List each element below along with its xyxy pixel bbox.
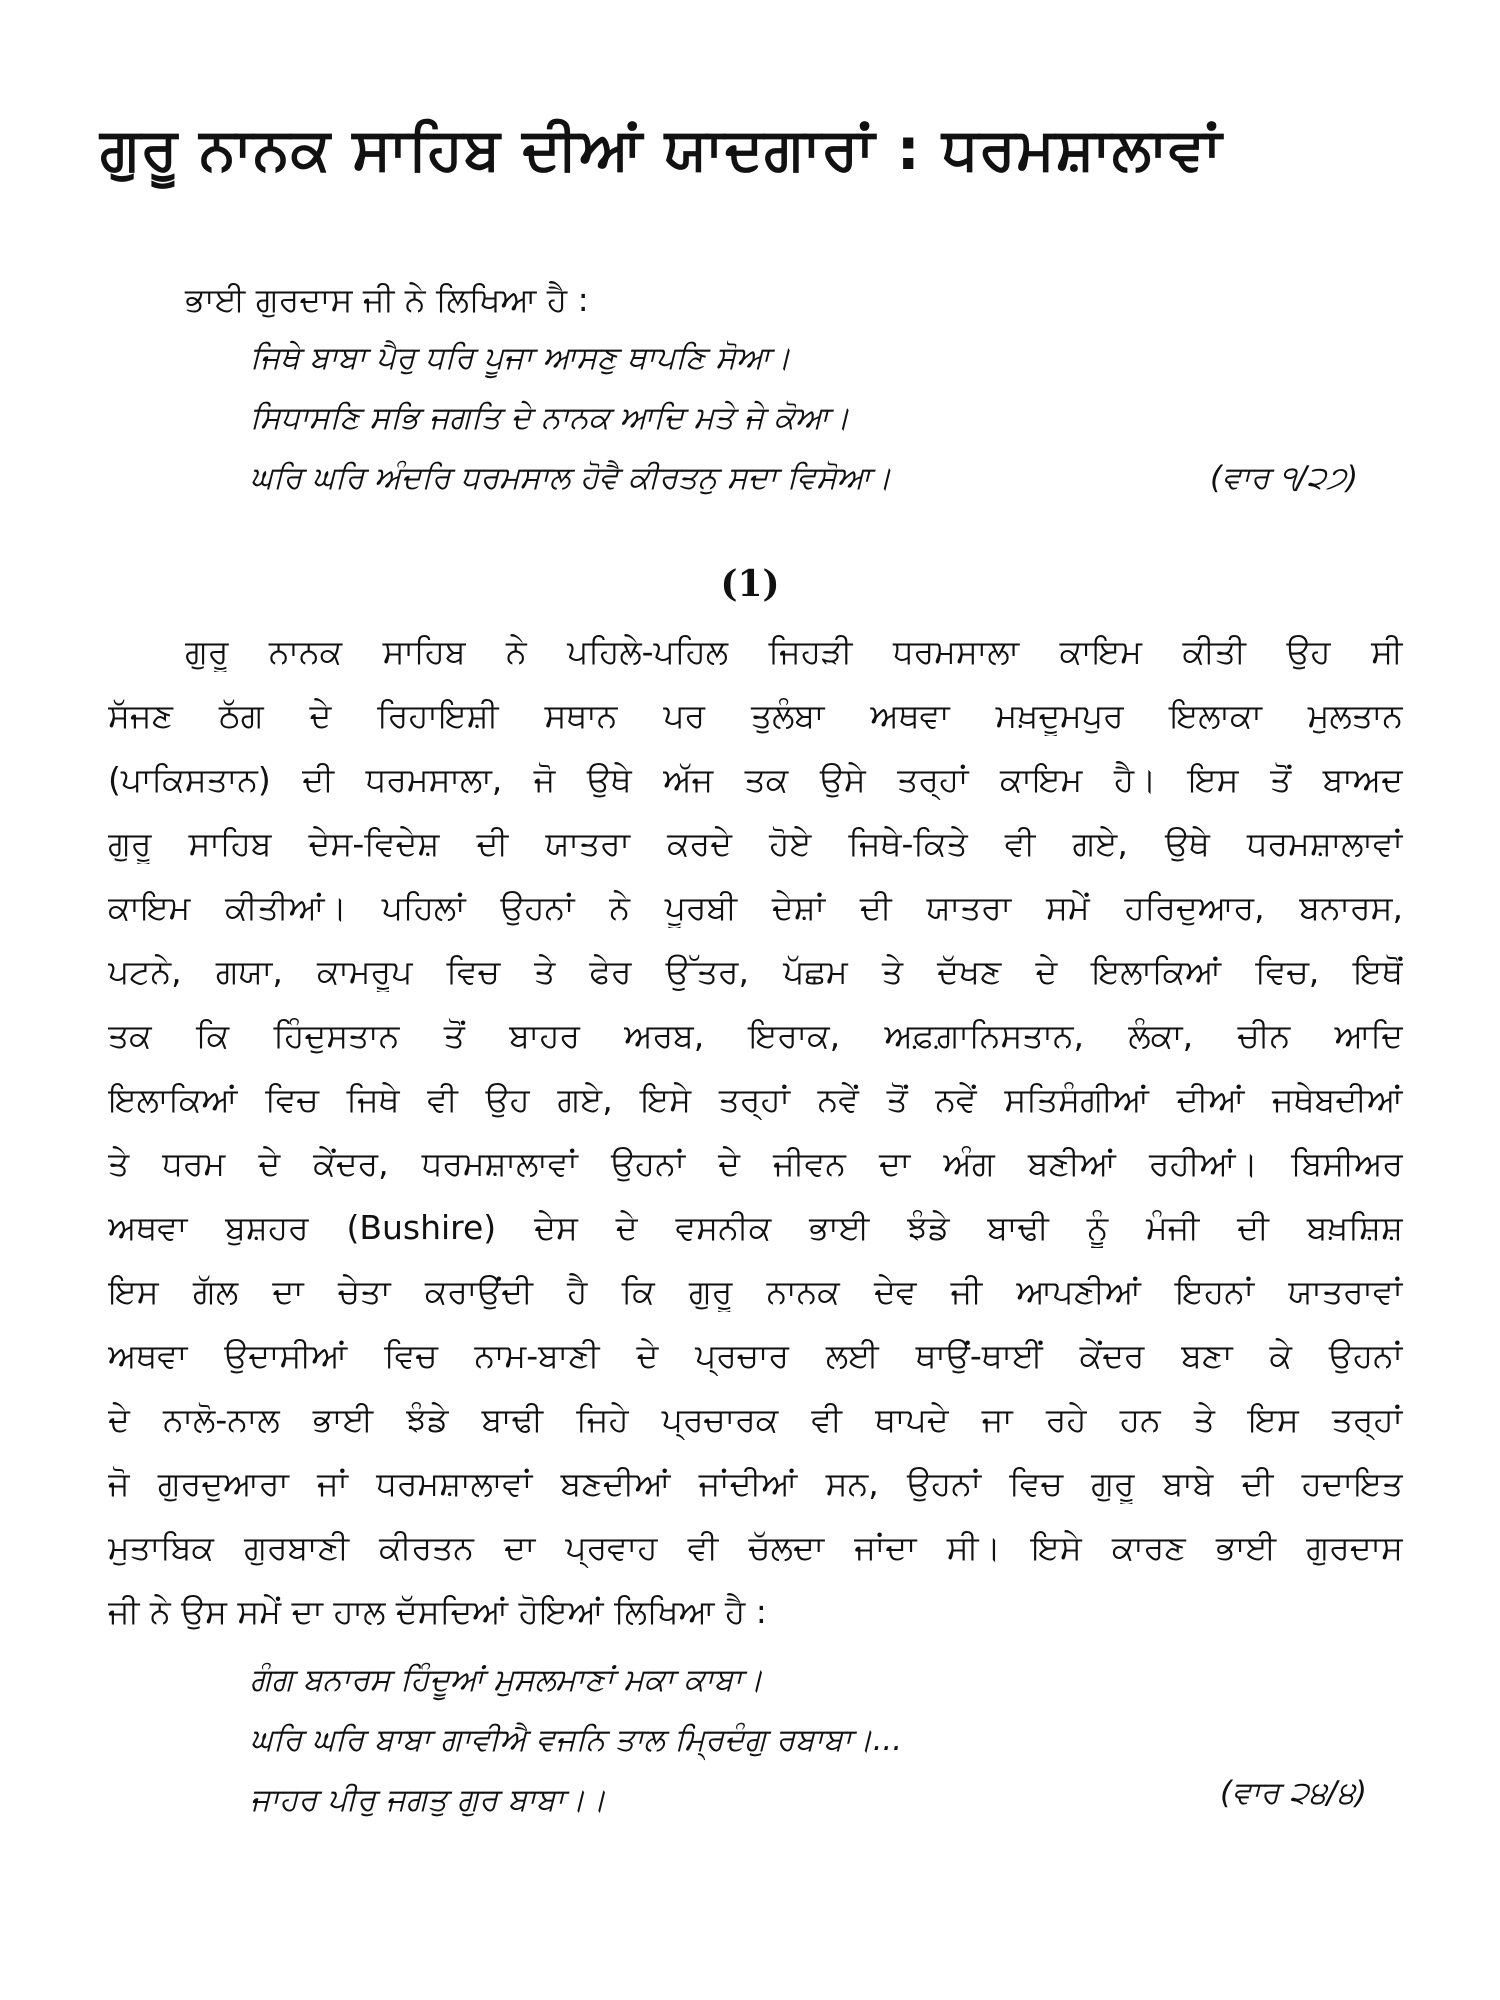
paragraph-line: ਤੇ ਧਰਮ ਦੇ ਕੇਂਦਰ, ਧਰਮਸ਼ਾਲਾਵਾਂ ਉਹਨਾਂ ਦੇ ਜੀਵਨ ਦਾ ਅੰਗ ਬਣੀਆਂ ਰਹੀਆਂ। ਬਿਸੀਅਰ (108, 1144, 1403, 1183)
paragraph-line: ਜੋ ਗੁਰਦੁਆਰਾ ਜਾਂ ਧਰਮਸ਼ਾਲਾਵਾਂ ਬਣਦੀਆਂ ਜਾਂਦੀਆਂ ਸਨ, ਉਹਨਾਂ ਵਿਚ ਗੁਰੂ ਬਾਬੇ ਦੀ ਹਦਾਇਤ (108, 1464, 1403, 1503)
paragraph-line: ਦੇ ਨਾਲੋ-ਨਾਲ ਭਾਈ ਝੰਡੇ ਬਾਢੀ ਜਿਹੇ ਪ੍ਰਚਾਰਕ ਵੀ ਥਾਪਦੇ ਜਾ ਰਹੇ ਹਨ ਤੇ ਇਸ ਤਰ੍ਹਾਂ (108, 1400, 1403, 1439)
paragraph-line: ਸੱਜਣ ਠੱਗ ਦੇ ਰਿਹਾਇਸ਼ੀ ਸਥਾਨ ਪਰ ਤੁਲੰਬਾ ਅਥਵਾ ਮਖ਼ਦੂਮਪੁਰ ਇਲਾਕਾ ਮੁਲਤਾਨ (108, 696, 1403, 735)
paragraph-line: ਜੀ ਨੇ ਉਸ ਸਮੇਂ ਦਾ ਹਾਲ ਦੱਸਦਿਆਂ ਹੋਇਆਂ ਲਿਖਿਆ ਹੈ : (108, 1592, 767, 1631)
verse2-reference: (ਵਾਰ ੨੪/੪) (1220, 1775, 1367, 1811)
paragraph-line: ਗੁਰੂ ਨਾਨਕ ਸਾਹਿਬ ਨੇ ਪਹਿਲੇ-ਪਹਿਲ ਜਿਹੜੀ ਧਰਮਸਾਲਾ ਕਾਇਮ ਕੀਤੀ ਉਹ ਸੀ (185, 632, 1403, 671)
section-number: (1) (720, 563, 780, 605)
intro-line: ਭਾਈ ਗੁਰਦਾਸ ਜੀ ਨੇ ਲਿਖਿਆ ਹੈ : (185, 280, 589, 319)
paragraph-line: ਮੁਤਾਬਿਕ ਗੁਰਬਾਣੀ ਕੀਰਤਨ ਦਾ ਪ੍ਰਵਾਹ ਵੀ ਚੱਲਦਾ ਜਾਂਦਾ ਸੀ। ਇਸੇ ਕਾਰਣ ਭਾਈ ਗੁਰਦਾਸ (108, 1528, 1403, 1567)
paragraph-line: ਕਾਇਮ ਕੀਤੀਆਂ। ਪਹਿਲਾਂ ਉਹਨਾਂ ਨੇ ਪੂਰਬੀ ਦੇਸ਼ਾਂ ਦੀ ਯਾਤਰਾ ਸਮੇਂ ਹਰਿਦੁਆਰ, ਬਨਾਰਸ, (108, 888, 1403, 927)
paragraph-line: ਇਸ ਗੱਲ ਦਾ ਚੇਤਾ ਕਰਾਉਂਦੀ ਹੈ ਕਿ ਗੁਰੂ ਨਾਨਕ ਦੇਵ ਜੀ ਆਪਣੀਆਂ ਇਹਨਾਂ ਯਾਤਰਾਵਾਂ (108, 1272, 1403, 1311)
verse2-line-3: ਜਾਹਰ ਪੀਰੁ ਜਗਤੁ ਗੁਰ ਬਾਬਾ।। (250, 1782, 606, 1818)
verse1-reference: (ਵਾਰ ੧/੨੭) (1210, 460, 1359, 496)
paragraph-line: ਤਕ ਕਿ ਹਿੰਦੁਸਤਾਨ ਤੋਂ ਬਾਹਰ ਅਰਬ, ਇਰਾਕ, ਅਫ਼ਗ਼ਾਨਿਸਤਾਨ, ਲੰਕਾ, ਚੀਨ ਆਦਿ (108, 1016, 1403, 1055)
verse1-line-3: ਘਰਿ ਘਰਿ ਅੰਦਰਿ ਧਰਮਸਾਲ ਹੋਵੈ ਕੀਰਤਨੁ ਸਦਾ ਵਿਸੋਆ। (250, 460, 892, 496)
paragraph-line: ਗੁਰੂ ਸਾਹਿਬ ਦੇਸ-ਵਿਦੇਸ਼ ਦੀ ਯਾਤਰਾ ਕਰਦੇ ਹੋਏ ਜਿਥੇ-ਕਿਤੇ ਵੀ ਗਏ, ਉਥੇ ਧਰਮਸ਼ਾਲਾਵਾਂ (108, 824, 1403, 863)
paragraph-line: ਅਥਵਾ ਉਦਾਸੀਆਂ ਵਿਚ ਨਾਮ-ਬਾਣੀ ਦੇ ਪ੍ਰਚਾਰ ਲਈ ਥਾਉਂ-ਥਾਈਂ ਕੇਂਦਰ ਬਣਾ ਕੇ ਉਹਨਾਂ (108, 1336, 1403, 1375)
paragraph-line: ਪਟਨੇ, ਗਯਾ, ਕਾਮਰੂਪ ਵਿਚ ਤੇ ਫੇਰ ਉੱਤਰ, ਪੱਛਮ ਤੇ ਦੱਖਣ ਦੇ ਇਲਾਕਿਆਂ ਵਿਚ, ਇਥੋਂ (108, 952, 1403, 991)
paragraph-line: (ਪਾਕਿਸਤਾਨ) ਦੀ ਧਰਮਸਾਲਾ, ਜੋ ਉਥੇ ਅੱਜ ਤਕ ਉਸੇ ਤਰ੍ਹਾਂ ਕਾਇਮ ਹੈ। ਇਸ ਤੋਂ ਬਾਅਦ (108, 760, 1403, 799)
paragraph-line: ਅਥਵਾ ਬੁਸ਼ਹਰ (Bushire) ਦੇਸ ਦੇ ਵਸਨੀਕ ਭਾਈ ਝੰਡੇ ਬਾਢੀ ਨੂੰ ਮੰਜੀ ਦੀ ਬਖ਼ਸ਼ਿਸ਼ (108, 1208, 1403, 1247)
verse1-line-2: ਸਿਧਾਸਣਿ ਸਭਿ ਜਗਤਿ ਦੇ ਨਾਨਕ ਆਦਿ ਮਤੇ ਜੇ ਕੋਆ। (250, 400, 850, 436)
verse1-line-1: ਜਿਥੇ ਬਾਬਾ ਪੈਰੁ ਧਰਿ ਪੂਜਾ ਆਸਣੁ ਥਾਪਣਿ ਸੋਆ। (250, 340, 791, 376)
verse2-line-2: ਘਰਿ ਘਰਿ ਬਾਬਾ ਗਾਵੀਐ ਵਜਨਿ ਤਾਲ ਮ੍ਰਿਦੰਗੁ ਰਬਾਬਾ।... (250, 1722, 903, 1758)
verse2-line-1: ਗੰਗ ਬਨਾਰਸ ਹਿੰਦੂਆਂ ਮੁਸਲਮਾਣਾਂ ਮਕਾ ਕਾਬਾ। (250, 1662, 763, 1698)
paragraph-line: ਇਲਾਕਿਆਂ ਵਿਚ ਜਿਥੇ ਵੀ ਉਹ ਗਏ, ਇਸੇ ਤਰ੍ਹਾਂ ਨਵੇਂ ਤੋਂ ਨਵੇਂ ਸਤਿਸੰਗੀਆਂ ਦੀਆਂ ਜਥੇਬਦੀਆਂ (108, 1080, 1403, 1119)
page-title: ਗੁਰੂ ਨਾਨਕ ਸਾਹਿਬ ਦੀਆਂ ਯਾਦਗਾਰਾਂ : ਧਰਮਸ਼ਾਲਾਵਾਂ (100, 115, 1223, 183)
